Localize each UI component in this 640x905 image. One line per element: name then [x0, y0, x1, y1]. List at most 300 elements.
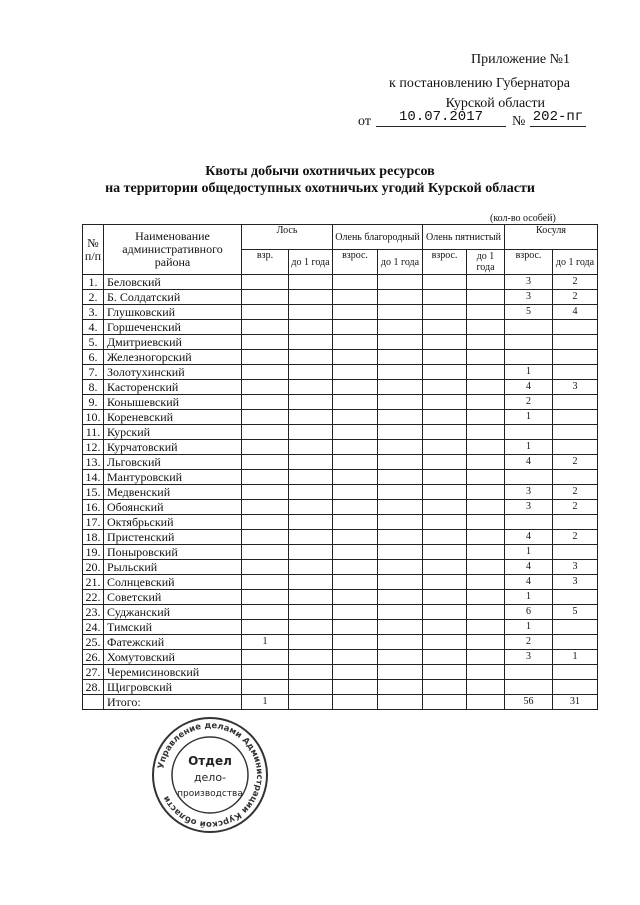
- quota-cell: [333, 425, 378, 440]
- quota-cell: [423, 650, 467, 665]
- table-row: [83, 290, 598, 305]
- quota-cell: [333, 290, 378, 305]
- quota-cell: [378, 380, 423, 395]
- quota-cell: 6: [505, 605, 553, 620]
- sub-elk-young: до 1 года: [289, 250, 333, 275]
- number-prefix: №: [512, 114, 526, 129]
- quota-cell: [242, 320, 289, 335]
- quota-cell: [467, 425, 505, 440]
- doc-title-line1: Квоты добычи охотничьих ресурсов: [205, 164, 435, 179]
- quota-cell: [289, 620, 333, 635]
- quota-cell: [467, 560, 505, 575]
- row-district: Обоянский: [104, 500, 242, 515]
- quota-cell: 4: [505, 560, 553, 575]
- row-district: Рыльский: [104, 560, 242, 575]
- quota-cell: [378, 350, 423, 365]
- quota-cell: [505, 515, 553, 530]
- quota-cell: [333, 620, 378, 635]
- quota-cell: [423, 305, 467, 320]
- quota-cell: [423, 680, 467, 695]
- quota-cell: [467, 365, 505, 380]
- row-num: 6.: [83, 350, 104, 365]
- row-district: Черемисиновский: [104, 665, 242, 680]
- table-row: [83, 440, 598, 455]
- sub-roe-young: до 1 года: [553, 250, 598, 275]
- quota-cell: 3: [505, 275, 553, 290]
- quota-cell: [467, 290, 505, 305]
- header-num: № п/п: [83, 225, 104, 275]
- quota-cell: 1: [505, 545, 553, 560]
- quota-cell: [467, 695, 505, 710]
- quota-cell: [289, 455, 333, 470]
- quota-cell: [289, 590, 333, 605]
- quota-cell: [242, 680, 289, 695]
- table-row: [83, 320, 598, 335]
- quota-cell: [289, 335, 333, 350]
- quota-cell: [333, 605, 378, 620]
- table-row: [83, 470, 598, 485]
- row-num: 12.: [83, 440, 104, 455]
- quota-cell: [289, 665, 333, 680]
- quota-cell: [378, 695, 423, 710]
- row-num: 15.: [83, 485, 104, 500]
- quota-cell: [333, 320, 378, 335]
- quota-cell: [505, 470, 553, 485]
- quota-cell: [378, 500, 423, 515]
- row-district: Хомутовский: [104, 650, 242, 665]
- quota-cell: [378, 560, 423, 575]
- row-district: Горшеченский: [104, 320, 242, 335]
- quota-cell: [378, 410, 423, 425]
- stamp-line3: производства: [177, 789, 243, 799]
- quota-cell: [553, 365, 598, 380]
- quota-cell: [423, 605, 467, 620]
- quota-cell: [553, 680, 598, 695]
- quota-cell: [333, 665, 378, 680]
- quota-cell: [505, 335, 553, 350]
- quota-cell: 1: [505, 440, 553, 455]
- quota-cell: [423, 500, 467, 515]
- quota-cell: [242, 425, 289, 440]
- row-district: Конышевский: [104, 395, 242, 410]
- table-row: [83, 530, 598, 545]
- quota-cell: [553, 515, 598, 530]
- table-row: [83, 410, 598, 425]
- quota-cell: 1: [505, 590, 553, 605]
- row-num: 1.: [83, 275, 104, 290]
- row-num: 3.: [83, 305, 104, 320]
- row-district: Пристенский: [104, 530, 242, 545]
- quota-cell: 4: [505, 455, 553, 470]
- quota-cell: [242, 575, 289, 590]
- row-num: 11.: [83, 425, 104, 440]
- quota-cell: [333, 575, 378, 590]
- row-num: 23.: [83, 605, 104, 620]
- quota-cell: [333, 680, 378, 695]
- row-num: 2.: [83, 290, 104, 305]
- table-row: [83, 680, 598, 695]
- quota-cell: [333, 500, 378, 515]
- quota-cell: [242, 335, 289, 350]
- quota-cell: [242, 530, 289, 545]
- quota-cell: 2: [553, 290, 598, 305]
- row-district: Советский: [104, 590, 242, 605]
- quota-cell: [378, 455, 423, 470]
- quota-cell: [289, 320, 333, 335]
- row-num: 9.: [83, 395, 104, 410]
- quota-cell: [242, 395, 289, 410]
- quota-cell: 5: [553, 605, 598, 620]
- quota-cell: [423, 560, 467, 575]
- quota-cell: [333, 590, 378, 605]
- quota-cell: [423, 290, 467, 305]
- header-sika-deer: Олень пятнистый: [423, 225, 505, 250]
- quota-cell: [242, 305, 289, 320]
- decree-number: 202-пг: [530, 110, 586, 127]
- quota-cell: [289, 440, 333, 455]
- quota-cell: [289, 380, 333, 395]
- quota-cell: [423, 425, 467, 440]
- quota-cell: [242, 440, 289, 455]
- decree-date: 10.07.2017: [376, 110, 506, 127]
- row-num: 4.: [83, 320, 104, 335]
- quota-cell: 1: [505, 620, 553, 635]
- quota-cell: [467, 515, 505, 530]
- row-district: Солнцевский: [104, 575, 242, 590]
- row-num: 25.: [83, 635, 104, 650]
- quota-cell: [242, 605, 289, 620]
- stamp-line1: Отдел: [188, 754, 232, 768]
- table-row: [83, 500, 598, 515]
- quota-cell: [333, 350, 378, 365]
- row-district: Курчатовский: [104, 440, 242, 455]
- table-row: [83, 380, 598, 395]
- row-district: Золотухинский: [104, 365, 242, 380]
- quota-cell: [467, 545, 505, 560]
- quota-cell: [467, 575, 505, 590]
- quota-cell: [289, 500, 333, 515]
- table-row: [83, 365, 598, 380]
- quota-cell: [505, 680, 553, 695]
- quota-cell: [467, 395, 505, 410]
- table-row: [83, 545, 598, 560]
- quota-cell: [553, 320, 598, 335]
- quota-cell: [242, 470, 289, 485]
- header-red-deer: Олень благородный: [333, 225, 423, 250]
- quota-cell: [289, 350, 333, 365]
- quota-cell: [289, 470, 333, 485]
- quota-cell: [467, 350, 505, 365]
- quota-cell: [378, 620, 423, 635]
- row-district: Итого:: [104, 695, 242, 710]
- quota-cell: [423, 545, 467, 560]
- quota-cell: [378, 665, 423, 680]
- table-row: [83, 425, 598, 440]
- quota-cell: [378, 290, 423, 305]
- quota-cell: [423, 320, 467, 335]
- quota-cell: [378, 650, 423, 665]
- quota-cell: [333, 515, 378, 530]
- row-num: 8.: [83, 380, 104, 395]
- stamp-line2: дело-: [193, 771, 227, 784]
- quota-cell: 3: [553, 560, 598, 575]
- row-num: 27.: [83, 665, 104, 680]
- quota-cell: [242, 275, 289, 290]
- quota-cell: 3: [505, 500, 553, 515]
- quota-cell: [423, 440, 467, 455]
- row-district: Касторенский: [104, 380, 242, 395]
- quota-cell: 1: [242, 695, 289, 710]
- quota-cell: [289, 635, 333, 650]
- quota-cell: 3: [505, 650, 553, 665]
- quota-cell: [553, 620, 598, 635]
- table-header: [83, 225, 598, 275]
- row-district: Б. Солдатский: [104, 290, 242, 305]
- quota-cell: 1: [242, 635, 289, 650]
- sub-elk-adult: взр.: [242, 250, 289, 275]
- quota-cell: [242, 380, 289, 395]
- quota-cell: [467, 635, 505, 650]
- row-district: Суджанский: [104, 605, 242, 620]
- row-num: 24.: [83, 620, 104, 635]
- quota-cell: [289, 275, 333, 290]
- table-row: [83, 335, 598, 350]
- quota-cell: [242, 455, 289, 470]
- quota-cell: 3: [553, 380, 598, 395]
- row-num: 18.: [83, 530, 104, 545]
- header-roe-deer: Косуля: [505, 225, 598, 250]
- quota-cell: [423, 635, 467, 650]
- row-num: 17.: [83, 515, 104, 530]
- quota-cell: [242, 410, 289, 425]
- table-row: [83, 305, 598, 320]
- table-row: [83, 635, 598, 650]
- quota-cell: [242, 545, 289, 560]
- quota-cell: 2: [505, 635, 553, 650]
- quota-cell: [423, 410, 467, 425]
- quota-cell: [289, 680, 333, 695]
- quota-cell: 4: [553, 305, 598, 320]
- quota-cell: 3: [553, 575, 598, 590]
- quota-cell: [333, 365, 378, 380]
- table-row: [83, 650, 598, 665]
- row-num: 16.: [83, 500, 104, 515]
- quota-cell: [378, 365, 423, 380]
- quota-cell: [553, 425, 598, 440]
- quota-cell: [378, 275, 423, 290]
- quota-cell: [467, 335, 505, 350]
- sub-sika-young: до 1 года: [467, 250, 505, 275]
- quota-cell: [333, 440, 378, 455]
- quota-cell: [467, 440, 505, 455]
- header-name: Наименование административного района: [104, 225, 242, 275]
- quota-cell: [289, 410, 333, 425]
- quota-cell: [378, 515, 423, 530]
- table-row: [83, 515, 598, 530]
- quota-cell: [423, 275, 467, 290]
- quota-cell: 1: [553, 650, 598, 665]
- quota-cell: [553, 470, 598, 485]
- quota-cell: [242, 560, 289, 575]
- quota-cell: [505, 320, 553, 335]
- header-elk: Лось: [242, 225, 333, 250]
- quota-cell: [467, 500, 505, 515]
- row-num: [83, 695, 104, 710]
- row-num: 22.: [83, 590, 104, 605]
- quota-cell: [553, 440, 598, 455]
- appendix-title: Приложение №1: [471, 52, 570, 67]
- row-district: Глушковский: [104, 305, 242, 320]
- quota-cell: [467, 605, 505, 620]
- quota-cell: 2: [553, 275, 598, 290]
- quota-cell: [467, 275, 505, 290]
- quota-cell: [242, 485, 289, 500]
- quota-cell: [333, 305, 378, 320]
- quota-cell: [378, 575, 423, 590]
- row-num: 26.: [83, 650, 104, 665]
- quota-cell: 1: [505, 410, 553, 425]
- quota-cell: [289, 485, 333, 500]
- quota-cell: [467, 455, 505, 470]
- quota-cell: [553, 395, 598, 410]
- quota-cell: [423, 575, 467, 590]
- official-stamp: [150, 715, 270, 835]
- quota-cell: [242, 365, 289, 380]
- quota-cell: [289, 545, 333, 560]
- quota-cell: [505, 665, 553, 680]
- quota-cell: [423, 485, 467, 500]
- quota-cell: [333, 470, 378, 485]
- quota-cell: [423, 335, 467, 350]
- table-row: [83, 485, 598, 500]
- row-num: 20.: [83, 560, 104, 575]
- quota-cell: [242, 290, 289, 305]
- quota-cell: 2: [505, 395, 553, 410]
- quota-cell: [423, 350, 467, 365]
- row-district: Железногорский: [104, 350, 242, 365]
- quota-cell: [333, 635, 378, 650]
- quota-cell: [289, 365, 333, 380]
- quota-cell: 2: [553, 530, 598, 545]
- quota-cell: [378, 305, 423, 320]
- quota-cell: 2: [553, 455, 598, 470]
- quota-cell: [378, 470, 423, 485]
- quota-cell: [378, 605, 423, 620]
- quota-cell: [378, 680, 423, 695]
- quota-cell: [333, 395, 378, 410]
- quota-cell: 31: [553, 695, 598, 710]
- quota-cell: [242, 350, 289, 365]
- quota-cell: [467, 665, 505, 680]
- doc-title-line2: на территории общедоступных охотничьих угодий Курской области: [105, 181, 535, 196]
- row-district: Медвенский: [104, 485, 242, 500]
- quota-cell: [378, 440, 423, 455]
- quota-cell: [242, 515, 289, 530]
- quota-cell: [378, 530, 423, 545]
- quota-cell: [467, 410, 505, 425]
- quota-cell: [467, 680, 505, 695]
- table-row: [83, 620, 598, 635]
- row-num: 10.: [83, 410, 104, 425]
- sub-sika-adult: взрос.: [423, 250, 467, 275]
- quota-cell: [467, 305, 505, 320]
- appendix-region: Курской области: [445, 96, 545, 111]
- row-district: Курский: [104, 425, 242, 440]
- quota-cell: 4: [505, 575, 553, 590]
- quota-cell: [467, 620, 505, 635]
- table-row: [83, 560, 598, 575]
- date-prefix: от: [358, 114, 371, 129]
- quota-cell: [553, 635, 598, 650]
- quota-cell: [333, 485, 378, 500]
- quota-cell: [289, 575, 333, 590]
- quota-cell: [423, 515, 467, 530]
- quota-cell: 5: [505, 305, 553, 320]
- quota-cell: [289, 605, 333, 620]
- sub-roe-adult: взрос.: [505, 250, 553, 275]
- row-district: Беловский: [104, 275, 242, 290]
- sub-red-deer-young: до 1 года: [378, 250, 423, 275]
- quota-cell: [289, 425, 333, 440]
- quota-cell: [378, 320, 423, 335]
- quota-cell: [553, 590, 598, 605]
- quota-cell: [423, 695, 467, 710]
- quota-cell: [553, 410, 598, 425]
- appendix-decree-ref: к постановлению Губернатора: [389, 76, 570, 91]
- row-district: Фатежский: [104, 635, 242, 650]
- quota-cell: [553, 545, 598, 560]
- quota-cell: [242, 620, 289, 635]
- table-row: [83, 350, 598, 365]
- quota-cell: [378, 635, 423, 650]
- row-num: 7.: [83, 365, 104, 380]
- quota-cell: [505, 350, 553, 365]
- row-district: Дмитриевский: [104, 335, 242, 350]
- row-num: 13.: [83, 455, 104, 470]
- quota-cell: [289, 695, 333, 710]
- quota-cell: [289, 560, 333, 575]
- quota-cell: [467, 470, 505, 485]
- quota-cell: [423, 380, 467, 395]
- sub-red-deer-adult: взрос.: [333, 250, 378, 275]
- quota-cell: [467, 485, 505, 500]
- row-district: Мантуровский: [104, 470, 242, 485]
- quota-cell: [242, 665, 289, 680]
- table-row: [83, 605, 598, 620]
- quota-cell: 56: [505, 695, 553, 710]
- table-row: [83, 395, 598, 410]
- quota-cell: [333, 335, 378, 350]
- quota-cell: 2: [553, 500, 598, 515]
- quota-cell: [378, 395, 423, 410]
- quota-cell: [423, 620, 467, 635]
- row-num: 19.: [83, 545, 104, 560]
- quota-cell: [289, 530, 333, 545]
- quota-cell: 4: [505, 380, 553, 395]
- quota-cell: [423, 665, 467, 680]
- quota-cell: 4: [505, 530, 553, 545]
- row-district: Льговский: [104, 455, 242, 470]
- quota-cell: [378, 425, 423, 440]
- quota-cell: [378, 590, 423, 605]
- quota-cell: [553, 665, 598, 680]
- table-row: [83, 695, 598, 710]
- row-num: 21.: [83, 575, 104, 590]
- quota-cell: [333, 380, 378, 395]
- quota-cell: [242, 590, 289, 605]
- quota-cell: 2: [553, 485, 598, 500]
- row-num: 28.: [83, 680, 104, 695]
